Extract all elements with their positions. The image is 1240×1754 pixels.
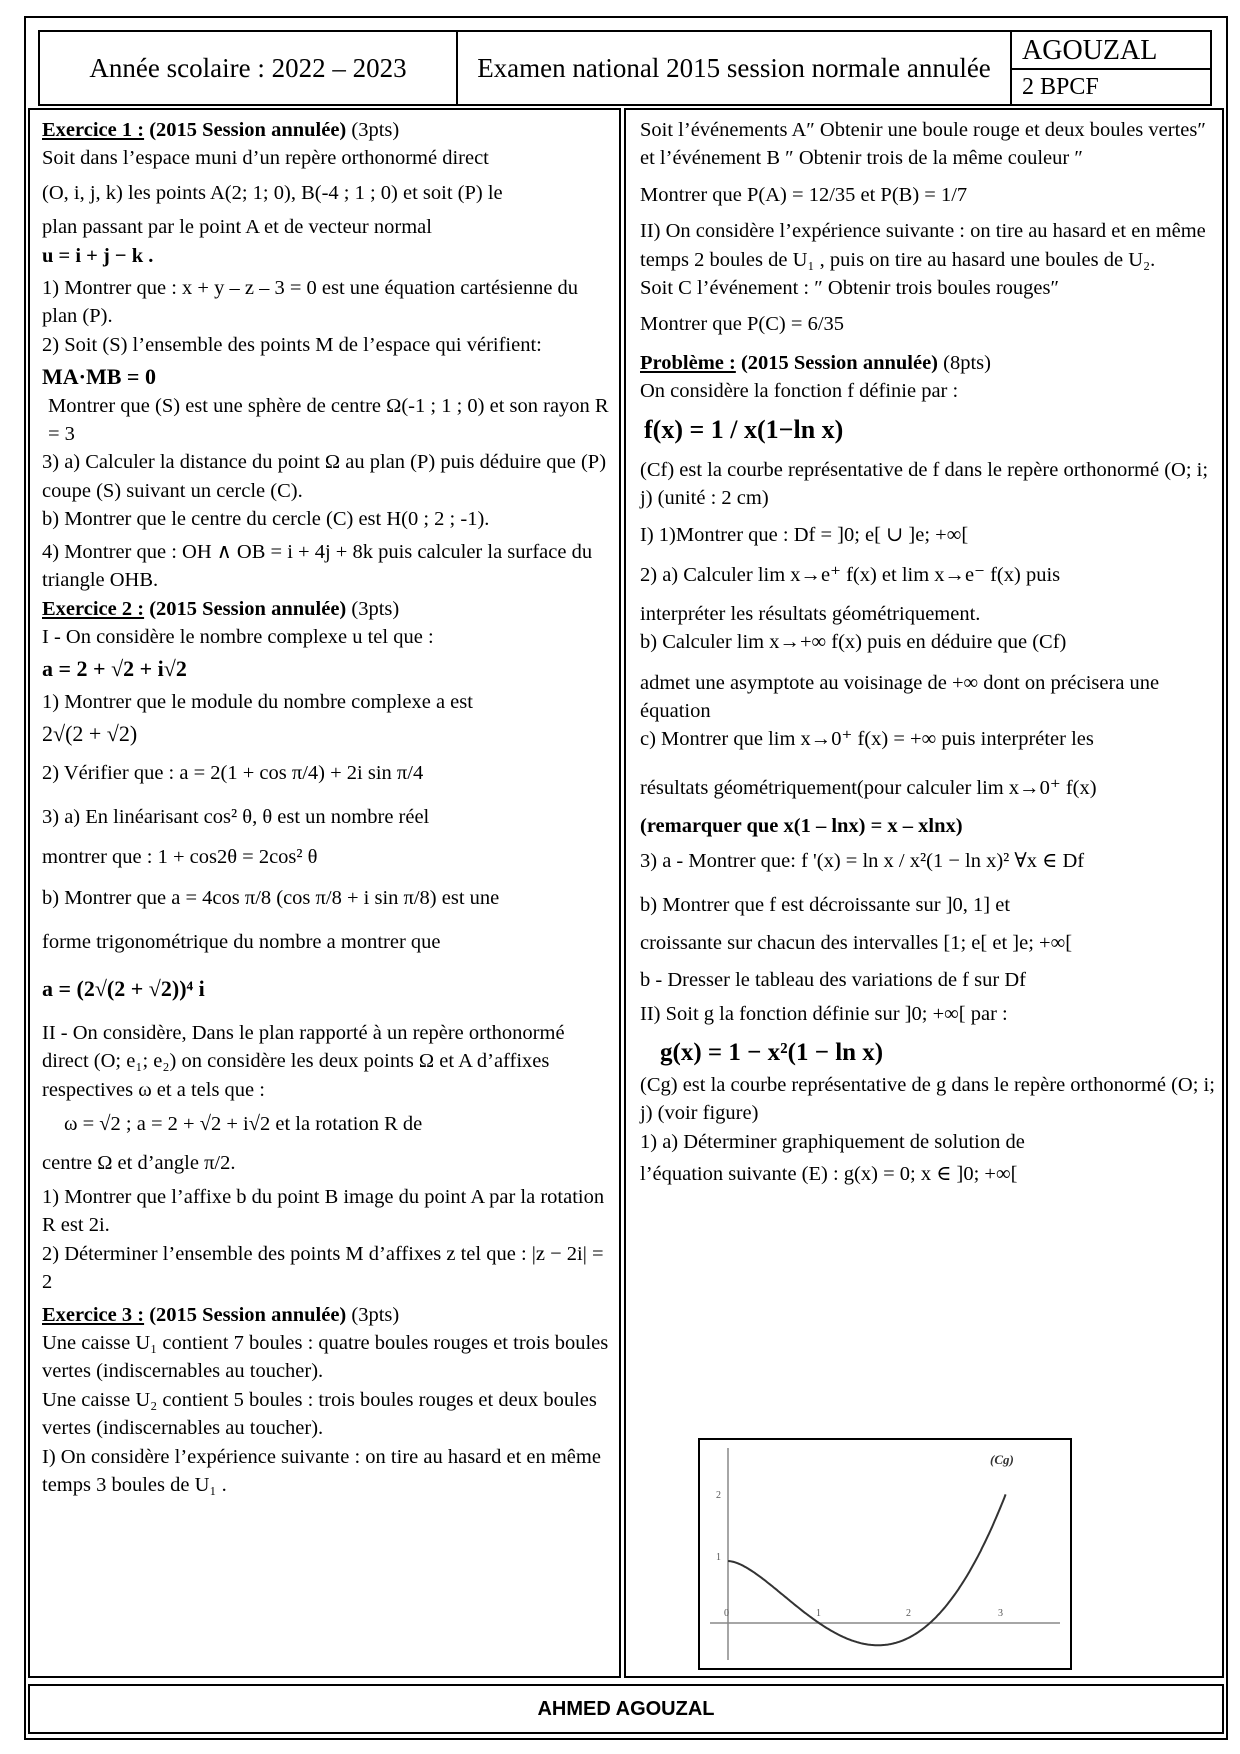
x-tick-1: 1 (816, 1608, 821, 1619)
school-year: Année scolaire : 2022 – 2023 (40, 32, 458, 104)
limit-inf: b) Calculer lim x→+∞ f(x) puis en déduire que (Cf) (640, 631, 1067, 654)
ex1-intro: Soit dans l’espace muni d’un repère orthonormé direct (42, 147, 489, 170)
equation-e: l’équation suivante (E) : g(x) = 0; x ∈ ]0; +∞[ (640, 1163, 1018, 1186)
derivative: 3) a - Montrer que: f '(x) = ln x / x²(1 − ln x)² ∀x ∈ Df (640, 849, 1085, 872)
ex1-q3a: 3) a) Calculer la distance du point Ω au plan (P) puis déduire que (P) coupe (S) suivant un cercle (C). (42, 451, 607, 502)
remark: (remarquer que x(1 – lnx) = x – xlnx) (640, 815, 963, 838)
ex2-part2-values: ω = √2 ; a = 2 + √2 + i√2 et la rotation R de (64, 1113, 423, 1136)
exam-title: Examen national 2015 session normale annulée (458, 32, 1012, 104)
question-g1: 1) a) Déterminer graphiquement de solution de (640, 1130, 1025, 1153)
cg-label: (Cg) (990, 1452, 1014, 1467)
ex2-a-def: a = 2 + √2 + i√2 (42, 656, 187, 682)
ex1-vector: u = i + j − k . (42, 244, 154, 267)
footer: AHMED AGOUZAL (28, 1684, 1224, 1734)
show-pc: Montrer que P(C) = 6/35 (640, 313, 845, 336)
monotonic-1: b) Montrer que f est décroissante sur ]0, 1] et (640, 893, 1011, 916)
ex1-q1: 1) Montrer que : x + y – z – 3 = 0 est une équation cartésienne du plan (P). (42, 277, 579, 328)
ex2-q3a2: montrer que : 1 + cos2θ = 2cos² θ (42, 846, 318, 869)
interpret-1: interpréter les résultats géométriquement. (640, 602, 981, 625)
ex2-q2: 2) Vérifier que : a = 2(1 + cos π/4) + 2i sin π/4 (42, 761, 424, 784)
ex1-q2: 2) Soit (S) l’ensemble des points M de l’espace qui vérifient: (42, 333, 542, 356)
ex1-points: (O, i, j, k) les points A(2; 1; 0), B(-4 ; 1 ; 0) et soit (P) le (42, 181, 503, 204)
class-name: 2 BPCF (1022, 74, 1099, 100)
curve-cg: (Cg) est la courbe représentative de g dans le repère orthonormé (O; i; j) (voir figure) (640, 1073, 1215, 1125)
experiment-2: II) On considère l’expérience suivante : on tire au hasard et en même temps 2 boules de U₁ , puis on tire au hasard une boules de U₂. (640, 220, 1206, 271)
ex3-urn2: Une caisse U₂ contient 5 boules : trois boules rouges et deux boules vertes (indiscernables au toucher). (42, 1388, 597, 1440)
ex2-q1-value: 2√(2 + √2) (42, 721, 138, 747)
graph-svg (700, 1440, 1070, 1668)
left-column (28, 108, 621, 1678)
y-tick-2: 2 (716, 1490, 721, 1501)
event-c: Soit C l’événement : ″ Obtenir trois boules rouges″ (640, 277, 1060, 300)
interpret-2: résultats géométriquement(pour calculer lim x→0⁺ f(x) (640, 776, 1097, 799)
ex1-q2-equation: MA·MB = 0 (42, 364, 156, 390)
ex2-part2-q1: 1) Montrer que l’affixe b du point B image du point A par la rotation R est 2i. (42, 1186, 605, 1237)
ex1-q2b: Montrer que (S) est une sphère de centre Ω(-1 ; 1 ; 0) et son rayon R = 3 (48, 394, 609, 446)
ex3-experiment: I) On considère l’expérience suivante : on tire au hasard et en même temps 3 boules de U₁ . (42, 1445, 601, 1497)
events-def: Soit l’événements A″ Obtenir une boule rouge et deux boules vertes″ et l’événement B ″ Obtenir trois de la même couleur ″ (640, 119, 1206, 170)
exercise-2-header: Exercice 2 : (2015 Session annulée) (3pts) (42, 597, 400, 620)
ex2-q3b: b) Montrer que a = 4cos π/8 (cos π/8 + i sin π/8) est une (42, 886, 500, 909)
problem-intro: On considère la fonction f définie par : (640, 380, 959, 403)
ex2-part2-center: centre Ω et d’angle π/2. (42, 1151, 236, 1174)
x-tick-2: 2 (906, 1608, 911, 1619)
y-tick-1: 1 (716, 1552, 721, 1563)
right-column (624, 108, 1224, 1678)
ex2-part2: II - On considère, Dans le plan rapporté à un repère orthonormé direct (O; e₁; e₂) on considère les deux points Ω et A d’affixes respectives ω et a tels que : (42, 1021, 565, 1101)
variation-table: b - Dresser le tableau des variations de f sur Df (640, 968, 1026, 991)
curve-cf: (Cf) est la courbe représentative de f dans le repère orthonormé (O; i; j) (unité : 2 cm) (640, 459, 1209, 510)
ex1-plane: plan passant par le point A et de vecteur normal (42, 216, 432, 239)
ex2-q3b3: a = (2√(2 + √2))⁴ i (42, 975, 205, 1001)
limits-e: 2) a) Calculer lim x→e⁺ f(x) et lim x→e⁻ f(x) puis (640, 564, 1061, 587)
exercise-3-header: Exercice 3 : (2015 Session annulée) (3pts) (42, 1303, 400, 1326)
ex2-q3a: 3) a) En linéarisant cos² θ, θ est un nombre réel (42, 805, 430, 828)
x-tick-0: 0 (724, 1608, 729, 1619)
ex2-q3b2: forme trigonométrique du nombre a montrer que (42, 931, 441, 954)
asymptote: admet une asymptote au voisinage de +∞ dont on précisera une équation (640, 671, 1160, 722)
ex2-intro: I - On considère le nombre complexe u tel que : (42, 625, 434, 648)
graph-cg (698, 1438, 1072, 1670)
ex2-part2-q2: 2) Déterminer l’ensemble des points M d’affixes z tel que : |z − 2i| = 2 (42, 1242, 604, 1294)
domain-q: I) 1)Montrer que : Df = ]0; e[ ∪ ]e; +∞[ (640, 523, 969, 546)
author-name: AGOUZAL (1012, 32, 1210, 70)
ex1-q4: 4) Montrer que : OH ∧ OB = i + 4j + 8k puis calculer la surface du triangle OHB. (42, 540, 593, 592)
header (38, 30, 1212, 106)
limit-zero: c) Montrer que lim x→0⁺ f(x) = +∞ puis interpréter les (640, 728, 1094, 751)
ex1-q3b: b) Montrer que le centre du cercle (C) est H(0 ; 2 ; -1). (42, 508, 490, 531)
problem-header: Problème : (2015 Session annulée) (8pts) (640, 351, 991, 374)
x-tick-3: 3 (998, 1608, 1003, 1619)
show-pa-pb: Montrer que P(A) = 12/35 et P(B) = 1/7 (640, 183, 968, 206)
ex2-q1: 1) Montrer que le module du nombre complexe a est (42, 690, 473, 713)
monotonic-2: croissante sur chacun des intervalles [1; e[ et ]e; +∞[ (640, 932, 1073, 955)
function-g: g(x) = 1 − x²(1 − ln x) (660, 1038, 884, 1066)
ex3-urn1: Une caisse U₁ contient 7 boules : quatre boules rouges et trois boules vertes (indiscernables au toucher). (42, 1332, 609, 1383)
function-g-def: II) Soit g la fonction définie sur ]0; +∞[ par : (640, 1003, 1008, 1026)
exercise-1-header: Exercice 1 : (2015 Session annulée) (3pts) (42, 119, 400, 141)
function-f: f(x) = 1 / x(1−ln x) (644, 414, 844, 444)
